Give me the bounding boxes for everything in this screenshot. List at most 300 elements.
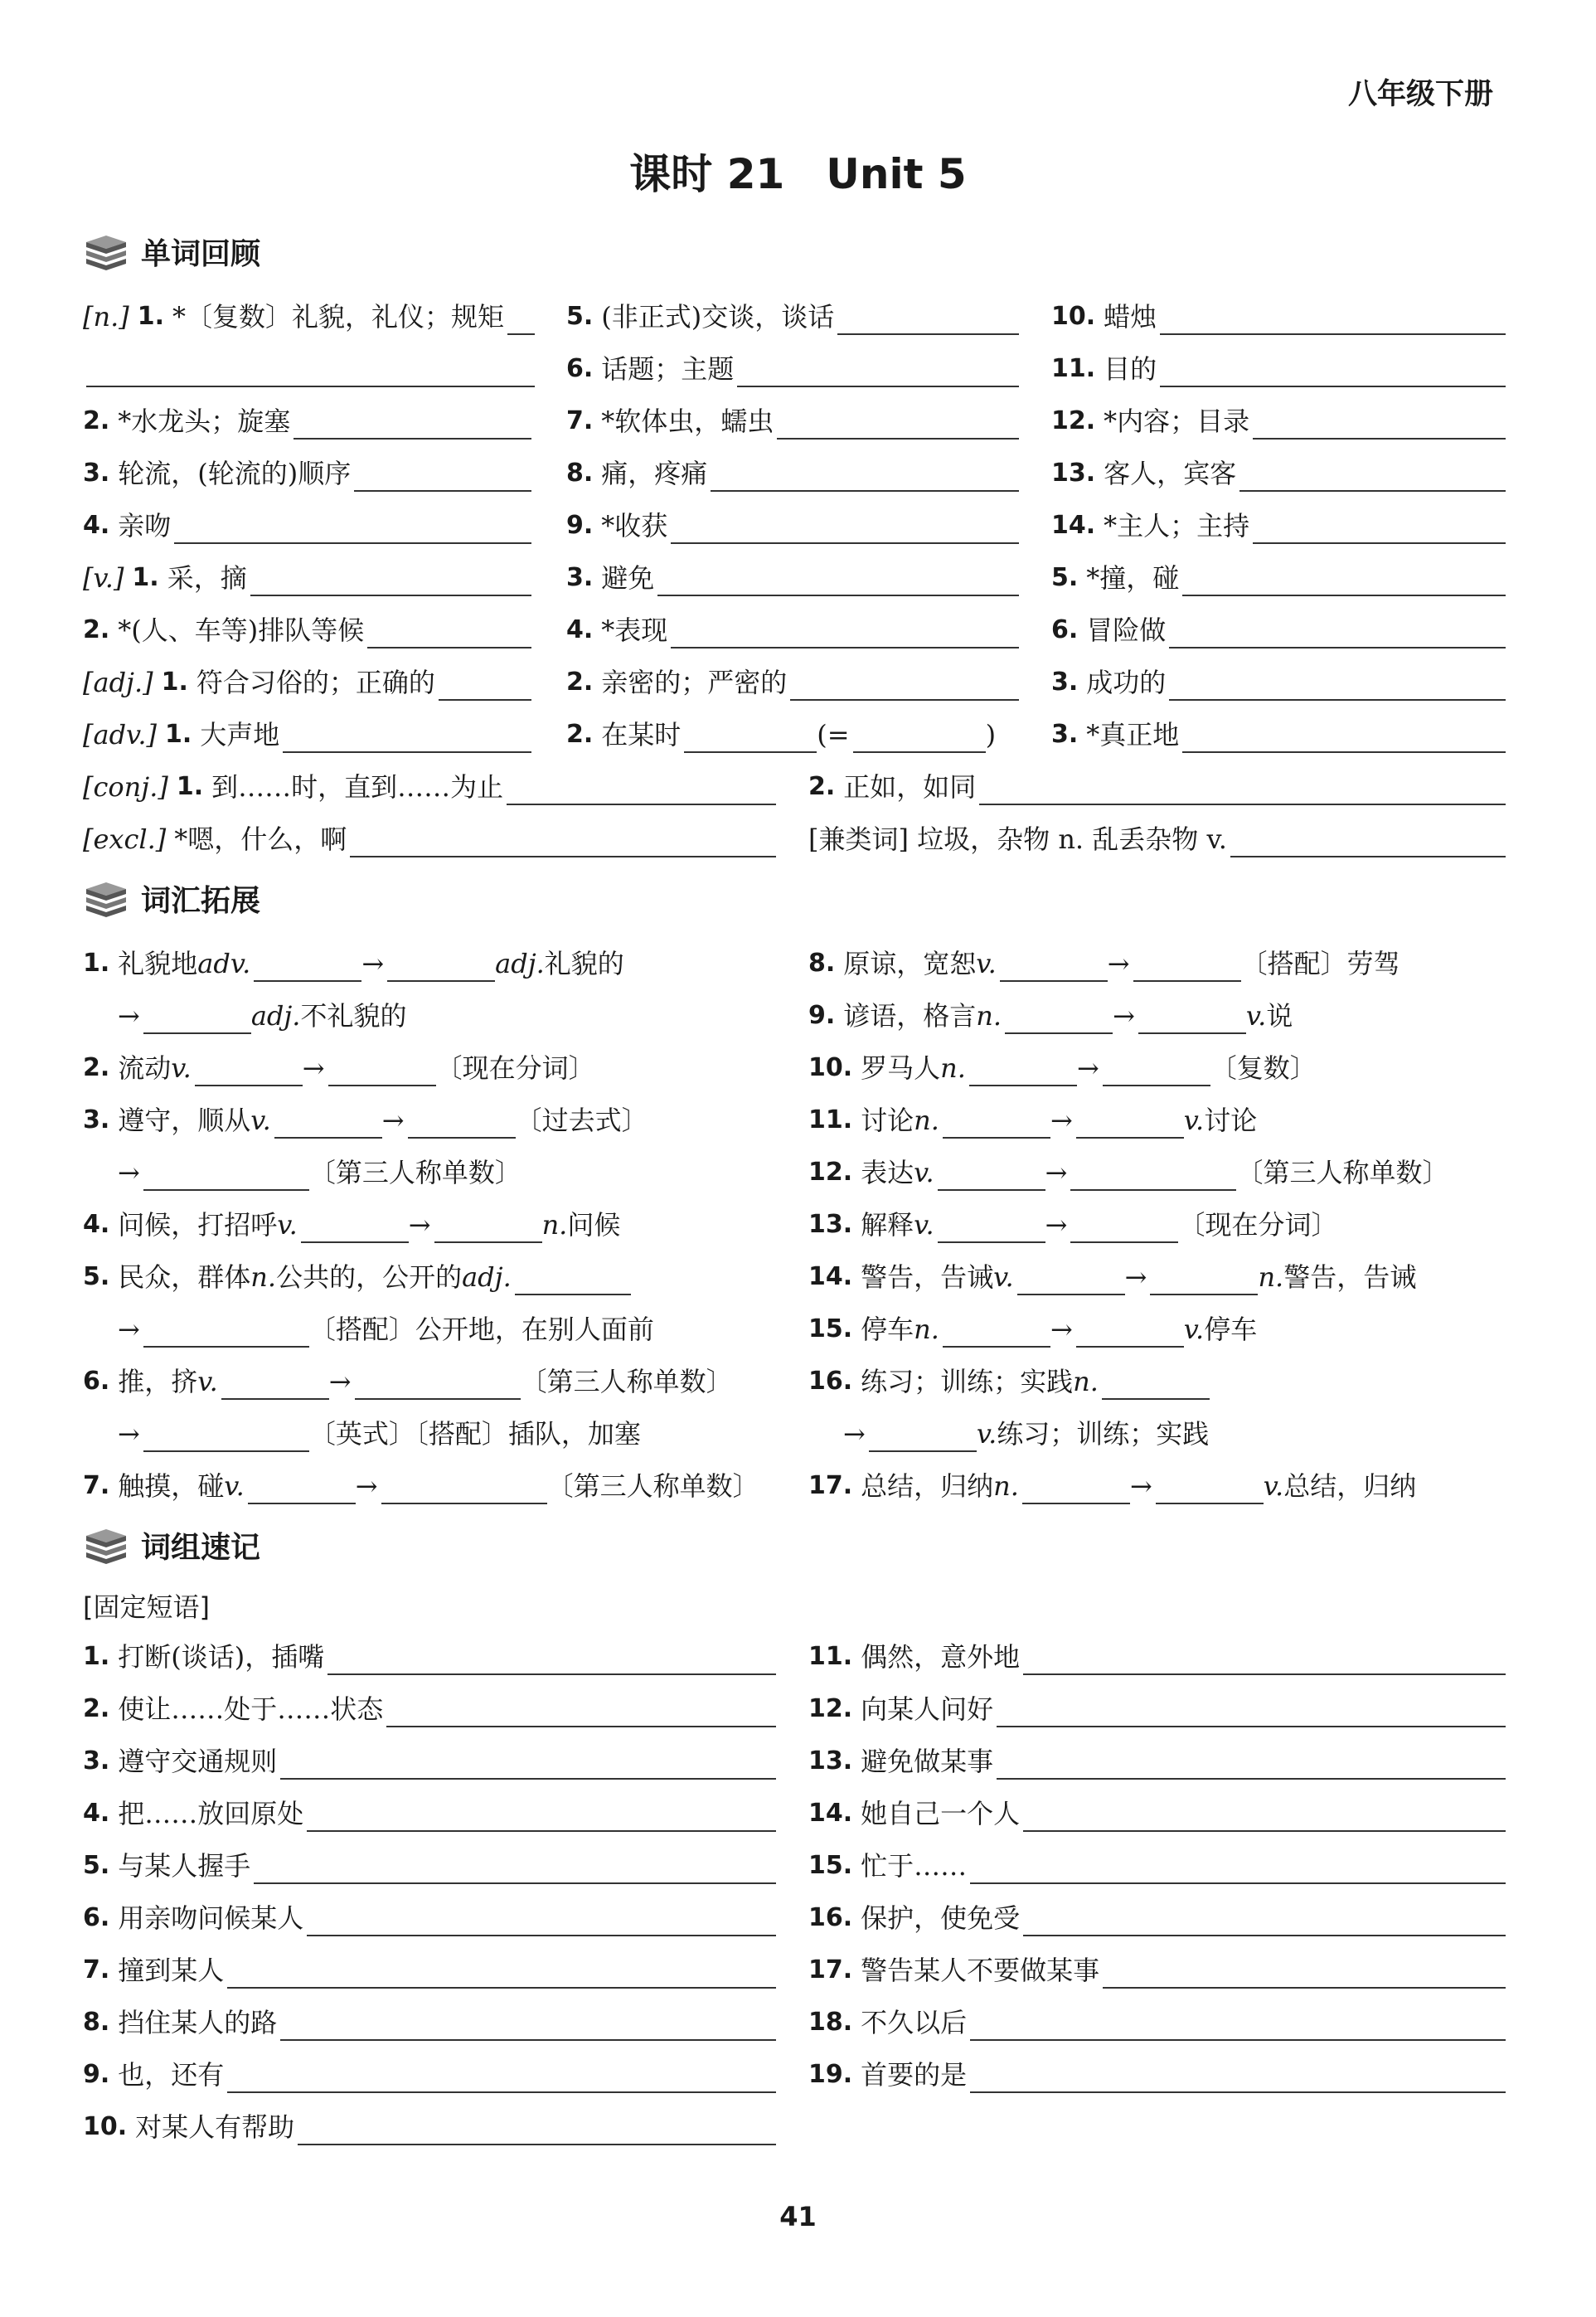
- answer-blank[interactable]: [1103, 1959, 1506, 1989]
- item-number: 11.: [1051, 354, 1096, 383]
- item-prompt: 停车: [861, 1314, 914, 1345]
- arrow: →: [1045, 1209, 1068, 1241]
- pos-tag: v.: [976, 1418, 997, 1450]
- item-number: 5.: [566, 302, 594, 331]
- answer-blank[interactable]: [439, 671, 531, 701]
- item-number: 2.: [83, 1053, 110, 1082]
- list-item: [83, 716, 535, 753]
- item-note: 〔第三人称单数〕: [520, 1366, 733, 1397]
- list-item: [808, 1259, 1513, 1295]
- answer-blank[interactable]: [1150, 1265, 1258, 1295]
- list-item: [566, 716, 1022, 753]
- answer-blank[interactable]: [350, 828, 776, 857]
- item-prompt: 流动: [118, 1052, 172, 1084]
- answer-blank[interactable]: [1023, 1907, 1506, 1936]
- item-number: 1.: [83, 949, 110, 978]
- answer-blank[interactable]: [280, 1750, 776, 1780]
- item-note: 〔现在分词〕: [435, 1052, 595, 1084]
- item-number: 17.: [808, 1471, 853, 1500]
- answer-blank[interactable]: [737, 357, 1019, 387]
- answer-blank[interactable]: [671, 514, 1019, 544]
- arrow: →: [328, 1366, 352, 1397]
- answer-blank[interactable]: [1070, 1161, 1236, 1191]
- item-number: 10.: [83, 2112, 128, 2141]
- list-item: [83, 1311, 796, 1348]
- list-item: [566, 612, 1022, 648]
- answer-blank[interactable]: [1076, 1109, 1184, 1139]
- item-prompt: 礼貌地: [118, 948, 198, 979]
- item-prompt: 采，摘: [167, 562, 247, 594]
- arrow: →: [1045, 1157, 1068, 1188]
- arrow: →: [1050, 1314, 1073, 1345]
- section-phrases: [83, 1524, 260, 1567]
- page-title: 课时 21 Unit 5: [629, 150, 967, 198]
- item-prompt: [兼类词] 垃圾，杂物 n. 乱丢杂物 v.: [808, 823, 1227, 855]
- answer-blank[interactable]: [684, 723, 817, 753]
- answer-blank[interactable]: [837, 305, 1019, 335]
- answer-blank[interactable]: [997, 1698, 1506, 1727]
- item-number: 11.: [808, 1642, 853, 1671]
- list-item: [808, 1691, 1509, 1727]
- list-item: [808, 1363, 1513, 1400]
- item-prompt: 避免: [601, 562, 655, 594]
- item-number: 4.: [83, 1799, 110, 1828]
- item-prompt: 到……时，直到……为止: [211, 771, 504, 803]
- item-prompt: *软体虫，蠕虫: [601, 406, 774, 437]
- item-note: 〔搭配〕劳驾: [1240, 948, 1400, 979]
- list-item: [808, 1743, 1509, 1780]
- item-prompt: *内容；目录: [1104, 406, 1250, 437]
- answer-blank[interactable]: [387, 952, 495, 982]
- answer-blank[interactable]: [354, 462, 531, 492]
- pos-tag: n.: [914, 1314, 939, 1345]
- item-number: 14.: [1051, 511, 1096, 540]
- answer-blank[interactable]: [657, 566, 1019, 596]
- answer-blank[interactable]: [174, 514, 531, 544]
- arrow: →: [381, 1105, 405, 1136]
- answer-blank[interactable]: [1017, 1265, 1125, 1295]
- list-item: [808, 1468, 1513, 1504]
- answer-blank[interactable]: [1023, 1645, 1506, 1675]
- item-note: 停车: [1204, 1314, 1258, 1345]
- item-prompt: 目的: [1104, 353, 1157, 385]
- answer-blank[interactable]: [301, 1213, 409, 1243]
- section-title: 词汇拓展: [141, 884, 261, 918]
- item-number: 13.: [808, 1210, 853, 1239]
- item-note: 〔复数〕: [1210, 1052, 1317, 1084]
- pos-tag: v.: [250, 1105, 271, 1136]
- item-number: 15.: [808, 1314, 853, 1343]
- grade-label: 八年级下册: [1347, 78, 1493, 111]
- pos-tag: [n.]: [83, 301, 129, 333]
- pos-tag: v.: [1183, 1314, 1205, 1345]
- answer-blank[interactable]: [221, 1370, 329, 1400]
- item-note: 问候: [567, 1209, 621, 1241]
- item-prompt: 总结，归纳: [861, 1470, 994, 1502]
- list-item: [808, 821, 1509, 857]
- answer-blank[interactable]: [227, 2063, 776, 2093]
- item-number: 9.: [566, 511, 594, 540]
- answer-blank[interactable]: [997, 1750, 1506, 1780]
- answer-blank[interactable]: [1239, 462, 1506, 492]
- answer-blank[interactable]: [1253, 514, 1506, 544]
- answer-blank[interactable]: [1160, 357, 1506, 387]
- item-prompt: *表现: [601, 614, 668, 646]
- list-item: [808, 945, 1513, 982]
- list-item: [566, 403, 1022, 440]
- list-item: [1051, 455, 1509, 492]
- pos-tag: n.: [250, 1261, 277, 1293]
- item-note: 〔搭配〕公开地，在别人面前: [308, 1314, 654, 1345]
- pos-tag: v.: [976, 948, 997, 979]
- item-note: 讨论: [1204, 1105, 1258, 1136]
- item-prompt: 首要的是: [861, 2059, 968, 2091]
- answer-blank[interactable]: [1023, 1802, 1506, 1832]
- answer-blank[interactable]: [250, 566, 531, 596]
- pos-tag: adj.: [495, 948, 545, 979]
- item-number: 18.: [808, 2008, 853, 2037]
- list-item: [1051, 664, 1509, 701]
- answer-blank[interactable]: [1230, 828, 1506, 857]
- answer-blank[interactable]: [355, 1370, 521, 1400]
- item-number: 4.: [83, 1210, 110, 1239]
- answer-blank[interactable]: [1160, 305, 1506, 335]
- list-item: [808, 1416, 1513, 1452]
- item-prompt: 亲吻: [118, 510, 172, 542]
- item-number: 6.: [83, 1903, 110, 1932]
- answer-blank[interactable]: [307, 1802, 776, 1832]
- list-item: [83, 403, 535, 440]
- list-item: [83, 1900, 779, 1936]
- list-item: [83, 945, 796, 982]
- answer-blank[interactable]: [1102, 1370, 1210, 1400]
- item-prompt: 问候，打招呼: [118, 1209, 278, 1241]
- answer-blank[interactable]: [280, 2011, 776, 2041]
- item-prompt: *〔复数〕礼貌，礼仪；规矩: [172, 301, 505, 333]
- answer-blank[interactable]: [434, 1213, 542, 1243]
- item-prompt: 她自己一个人: [861, 1798, 1021, 1829]
- list-item: [83, 612, 535, 648]
- answer-blank[interactable]: [143, 1161, 309, 1191]
- answer-blank[interactable]: [938, 1213, 1045, 1243]
- item-number: 7.: [83, 1955, 110, 1984]
- item-number: 13.: [1051, 459, 1096, 488]
- item-prompt: *主人；主持: [1104, 510, 1250, 542]
- item-number: 19.: [808, 2060, 853, 2089]
- item-number: 7.: [566, 406, 594, 435]
- pos-tag: n.: [940, 1052, 966, 1084]
- item-prompt: 亲密的；严密的: [601, 667, 788, 698]
- list-item: [566, 299, 1022, 335]
- item-number: 5.: [83, 1851, 110, 1880]
- item-prompt: 与某人握手: [118, 1850, 251, 1882]
- item-number: 9.: [83, 2060, 110, 2089]
- pos-tag: [conj.]: [83, 771, 168, 803]
- list-item: [83, 2057, 779, 2093]
- list-item: [566, 508, 1022, 544]
- fixed-phrases-label: [固定短语]: [83, 1591, 210, 1623]
- answer-blank[interactable]: [1103, 1056, 1210, 1086]
- answer-blank[interactable]: [381, 1474, 547, 1504]
- answer-blank[interactable]: [790, 671, 1019, 701]
- item-note: 说: [1266, 1000, 1293, 1032]
- list-item: [83, 1691, 779, 1727]
- pos-tag: v.: [224, 1470, 245, 1502]
- item-prompt: *收获: [601, 510, 668, 542]
- answer-blank-continued[interactable]: [86, 357, 535, 387]
- item-note: 总结，归纳: [1283, 1470, 1417, 1502]
- item-prompt: 用亲吻问候某人: [118, 1902, 304, 1934]
- item-prompt: 痛，疼痛: [601, 458, 708, 489]
- item-prompt: 冒险做: [1086, 614, 1167, 646]
- pos-tag: v.: [914, 1209, 934, 1241]
- item-note: 警告，告诫: [1283, 1261, 1417, 1293]
- item-number: 14.: [808, 1262, 853, 1291]
- item-prompt: 罗马人: [861, 1052, 941, 1084]
- answer-blank[interactable]: [1000, 952, 1108, 982]
- section-title: 单词回顾: [141, 237, 261, 271]
- answer-blank[interactable]: [283, 723, 531, 753]
- list-item: [566, 560, 1022, 596]
- answer-blank[interactable]: [367, 619, 531, 648]
- item-number: 3.: [566, 563, 594, 592]
- answer-blank[interactable]: [507, 775, 776, 805]
- item-prompt: 打断(谈话)，插嘴: [118, 1641, 325, 1673]
- answer-blank[interactable]: [1133, 952, 1241, 982]
- item-prompt: 正如，如同: [843, 771, 977, 803]
- item-prompt: 也，还有: [118, 2059, 225, 2091]
- answer-blank[interactable]: [1182, 566, 1506, 596]
- item-prompt: *撞，碰: [1086, 562, 1180, 594]
- item-number: 9.: [808, 1001, 836, 1030]
- pos-tag: n.: [1258, 1261, 1284, 1293]
- item-number: 16.: [808, 1367, 853, 1396]
- item-prompt: 谚语，格言: [843, 1000, 977, 1032]
- list-item: [808, 1102, 1513, 1139]
- pos-tag: adj.: [462, 1261, 512, 1293]
- list-item: [1051, 403, 1509, 440]
- list-item: [808, 1207, 1513, 1243]
- answer-blank[interactable]: [408, 1109, 516, 1139]
- item-prompt: 挡住某人的路: [118, 2007, 278, 2038]
- answer-blank[interactable]: [1070, 1213, 1178, 1243]
- list-item: [808, 1311, 1513, 1348]
- answer-blank[interactable]: [227, 1959, 776, 1989]
- answer-blank[interactable]: [777, 410, 1019, 440]
- section-word-review: [83, 231, 260, 273]
- answer-blank[interactable]: [671, 619, 1019, 648]
- answer-blank[interactable]: [979, 775, 1506, 805]
- arrow: →: [118, 1314, 140, 1345]
- item-number: 12.: [808, 1694, 853, 1723]
- answer-blank[interactable]: [254, 1854, 776, 1884]
- list-item: [83, 1468, 796, 1504]
- item-prompt: 把……放回原处: [118, 1798, 304, 1829]
- list-item: [808, 1900, 1509, 1936]
- list-item: [808, 1154, 1513, 1191]
- answer-blank[interactable]: [248, 1474, 356, 1504]
- item-note: 〔第三人称单数〕: [546, 1470, 759, 1502]
- answer-blank[interactable]: [195, 1056, 303, 1086]
- item-number: 5.: [83, 1262, 110, 1291]
- answer-blank[interactable]: [254, 952, 361, 982]
- item-number: 4.: [566, 615, 594, 644]
- item-number: 10.: [1051, 302, 1096, 331]
- pos-tag: n.: [914, 1105, 939, 1136]
- list-item: [808, 1639, 1509, 1675]
- list-item: [83, 1848, 779, 1884]
- item-number: 17.: [808, 1955, 853, 1984]
- item-number: 11.: [808, 1105, 853, 1134]
- answer-blank[interactable]: [307, 1907, 776, 1936]
- item-prompt: 撞到某人: [118, 1955, 225, 1986]
- answer-blank[interactable]: [711, 462, 1019, 492]
- item-prompt: 符合习俗的；正确的: [196, 667, 435, 698]
- pos-tag: n.: [1073, 1366, 1099, 1397]
- answer-blank[interactable]: [327, 1645, 776, 1675]
- list-item: [808, 1952, 1509, 1989]
- item-number: 15.: [808, 1851, 853, 1880]
- item-note: 〔现在分词〕: [1178, 1209, 1338, 1241]
- item-number: 12.: [1051, 406, 1096, 435]
- answer-blank[interactable]: [293, 410, 531, 440]
- item-number: 3.: [1051, 668, 1079, 697]
- answer-blank[interactable]: [970, 2063, 1506, 2093]
- item-number: 2.: [808, 772, 836, 801]
- list-item: [83, 299, 535, 335]
- item-prompt: *真正地: [1086, 719, 1180, 750]
- answer-blank[interactable]: [1156, 1474, 1264, 1504]
- answer-blank[interactable]: [515, 1265, 631, 1295]
- answer-blank[interactable]: [507, 305, 535, 335]
- answer-blank[interactable]: [386, 1698, 776, 1727]
- pos-tag: v.: [993, 1261, 1014, 1293]
- item-number: 3.: [83, 1105, 110, 1134]
- answer-blank[interactable]: [1169, 671, 1506, 701]
- list-item: [1051, 612, 1509, 648]
- item-number: 3.: [83, 1746, 110, 1775]
- item-number: 8.: [83, 2008, 110, 2037]
- answer-blank[interactable]: [1253, 410, 1506, 440]
- list-item: [1051, 299, 1509, 335]
- item-number: 6.: [83, 1367, 110, 1396]
- answer-blank[interactable]: [328, 1056, 436, 1086]
- item-note: 〔英式〕〔搭配〕插队，加塞: [308, 1418, 641, 1450]
- list-item: [566, 455, 1022, 492]
- item-prompt: 练习；训练；实践: [861, 1366, 1074, 1397]
- list-item: [808, 1848, 1509, 1884]
- item-number: 1.: [132, 563, 159, 592]
- answer-blank[interactable]: [853, 723, 986, 753]
- answer-blank[interactable]: [1005, 1004, 1113, 1034]
- answer-blank[interactable]: [1076, 1318, 1184, 1348]
- arrow: →: [408, 1209, 431, 1241]
- item-prompt: 保护，使免受: [861, 1902, 1021, 1934]
- list-item: [83, 1416, 796, 1452]
- page-number: 41: [779, 2201, 817, 2232]
- answer-blank[interactable]: [1022, 1474, 1130, 1504]
- list-item: [83, 1952, 779, 1989]
- list-item: [1051, 716, 1509, 753]
- item-number: 3.: [1051, 720, 1079, 749]
- answer-blank[interactable]: [1138, 1004, 1246, 1034]
- answer-blank[interactable]: [298, 2115, 776, 2145]
- item-prompt: 向某人问好: [861, 1693, 994, 1725]
- item-number: 2.: [83, 615, 110, 644]
- item-note: 〔第三人称单数〕: [1236, 1157, 1449, 1188]
- item-prompt: 警告某人不要做某事: [861, 1955, 1100, 1986]
- answer-blank[interactable]: [274, 1109, 382, 1139]
- list-item: [808, 1050, 1513, 1086]
- answer-blank[interactable]: [143, 1318, 309, 1348]
- answer-blank[interactable]: [970, 2011, 1506, 2041]
- list-item: [83, 351, 535, 387]
- list-item: [808, 2004, 1509, 2041]
- list-item: [83, 1795, 779, 1832]
- pos-tag: n.: [976, 1000, 1002, 1032]
- answer-blank[interactable]: [869, 1422, 977, 1452]
- list-item: [566, 351, 1022, 387]
- answer-blank[interactable]: [943, 1109, 1050, 1139]
- pos-tag: v.: [171, 1052, 192, 1084]
- item-number: 2.: [566, 668, 594, 697]
- answer-blank[interactable]: [943, 1318, 1050, 1348]
- section-vocab-expand: [83, 877, 260, 920]
- item-number: 3.: [83, 459, 110, 488]
- answer-blank[interactable]: [938, 1161, 1045, 1191]
- item-number: 1.: [161, 668, 188, 697]
- item-note: 不礼貌的: [300, 1000, 407, 1032]
- paren-close: ): [985, 719, 997, 750]
- item-prompt: 忙于……: [861, 1850, 968, 1882]
- item-prompt: 原谅，宽恕: [843, 948, 977, 979]
- list-item: [83, 1743, 779, 1780]
- list-item: [808, 769, 1509, 805]
- item-prompt: 话题；主题: [601, 353, 735, 385]
- item-note: 练习；训练；实践: [997, 1418, 1210, 1450]
- answer-blank[interactable]: [143, 1004, 251, 1034]
- arrow: →: [1129, 1470, 1152, 1502]
- item-note: 礼貌的: [544, 948, 624, 979]
- item-prompt: 不久以后: [861, 2007, 968, 2038]
- pos-tag: adv.: [197, 948, 251, 979]
- item-number: 1.: [83, 1642, 110, 1671]
- item-prompt: 使让……处于……状态: [118, 1693, 384, 1725]
- list-item: [83, 508, 535, 544]
- answer-blank[interactable]: [969, 1056, 1077, 1086]
- item-number: 8.: [566, 459, 594, 488]
- answer-blank[interactable]: [1169, 619, 1506, 648]
- item-prompt: 推，挤: [118, 1366, 198, 1397]
- item-prompt: 讨论: [861, 1105, 914, 1136]
- pos-tag: adj.: [250, 1000, 301, 1032]
- answer-blank[interactable]: [1182, 723, 1506, 753]
- item-number: 16.: [808, 1903, 853, 1932]
- list-item: [83, 560, 535, 596]
- list-item: [83, 1363, 796, 1400]
- answer-blank[interactable]: [970, 1854, 1506, 1884]
- list-item: [83, 1259, 796, 1295]
- pos-tag: v.: [197, 1366, 218, 1397]
- list-item: [1051, 351, 1509, 387]
- item-prompt: 避免做某事: [861, 1746, 994, 1777]
- pos-tag: [v.]: [83, 562, 124, 594]
- answer-blank[interactable]: [143, 1422, 309, 1452]
- item-number: 7.: [83, 1471, 110, 1500]
- item-number: 5.: [1051, 563, 1079, 592]
- list-item: [83, 1154, 796, 1191]
- item-prompt: 大声地: [200, 719, 280, 750]
